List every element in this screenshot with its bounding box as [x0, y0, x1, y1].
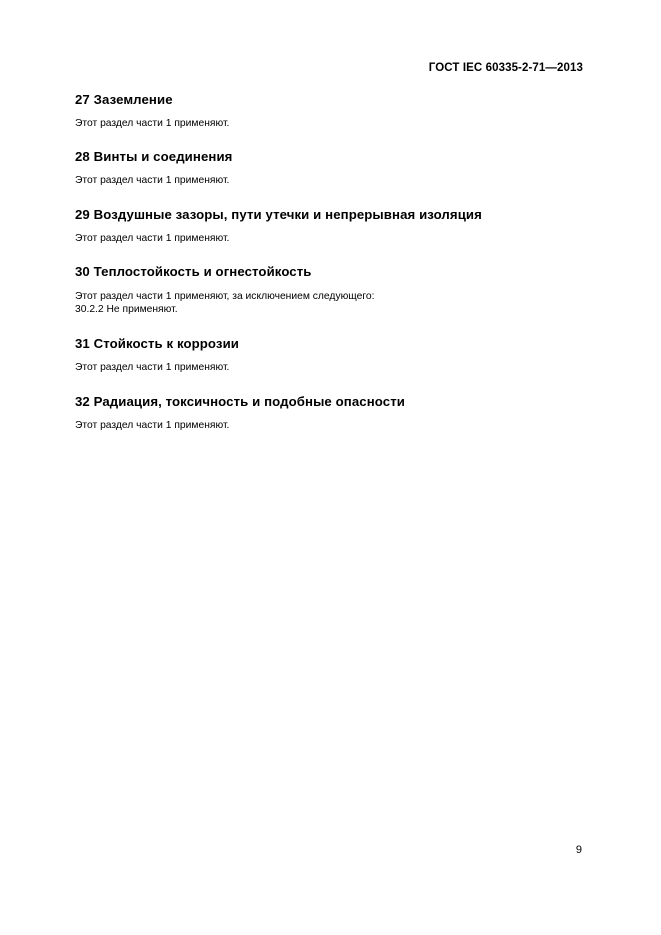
section-text: Этот раздел части 1 применяют.	[75, 362, 230, 373]
section-heading: 30 Теплостойкость и огнестойкость	[75, 264, 312, 279]
document-body	[75, 92, 585, 432]
section-32	[75, 394, 585, 432]
section-heading: 32 Радиация, токсичность и подобные опасности	[75, 394, 405, 409]
section-text: Этот раздел части 1 применяют.	[75, 175, 230, 186]
section-heading: 28 Винты и соединения	[75, 149, 233, 164]
section-text: Этот раздел части 1 применяют.	[75, 233, 230, 244]
section-text-line: Этот раздел части 1 применяют, за исключением следующего:	[75, 291, 375, 302]
section-heading: 29 Воздушные зазоры, пути утечки и непрерывная изоляция	[75, 207, 482, 222]
section-text	[75, 290, 585, 316]
page-number: 9	[575, 844, 582, 856]
section-29	[75, 207, 585, 245]
section-text: Этот раздел части 1 применяют.	[75, 420, 230, 431]
section-27	[75, 92, 585, 130]
section-text-line: 30.2.2 Не применяют.	[75, 304, 178, 315]
section-30	[75, 264, 585, 316]
section-heading: 27 Заземление	[75, 92, 173, 107]
section-28	[75, 149, 585, 187]
section-heading: 31 Стойкость к коррозии	[75, 336, 239, 351]
document-code: ГОСТ IEC 60335-2-71—2013	[428, 62, 583, 74]
section-31	[75, 336, 585, 374]
section-text: Этот раздел части 1 применяют.	[75, 118, 230, 129]
